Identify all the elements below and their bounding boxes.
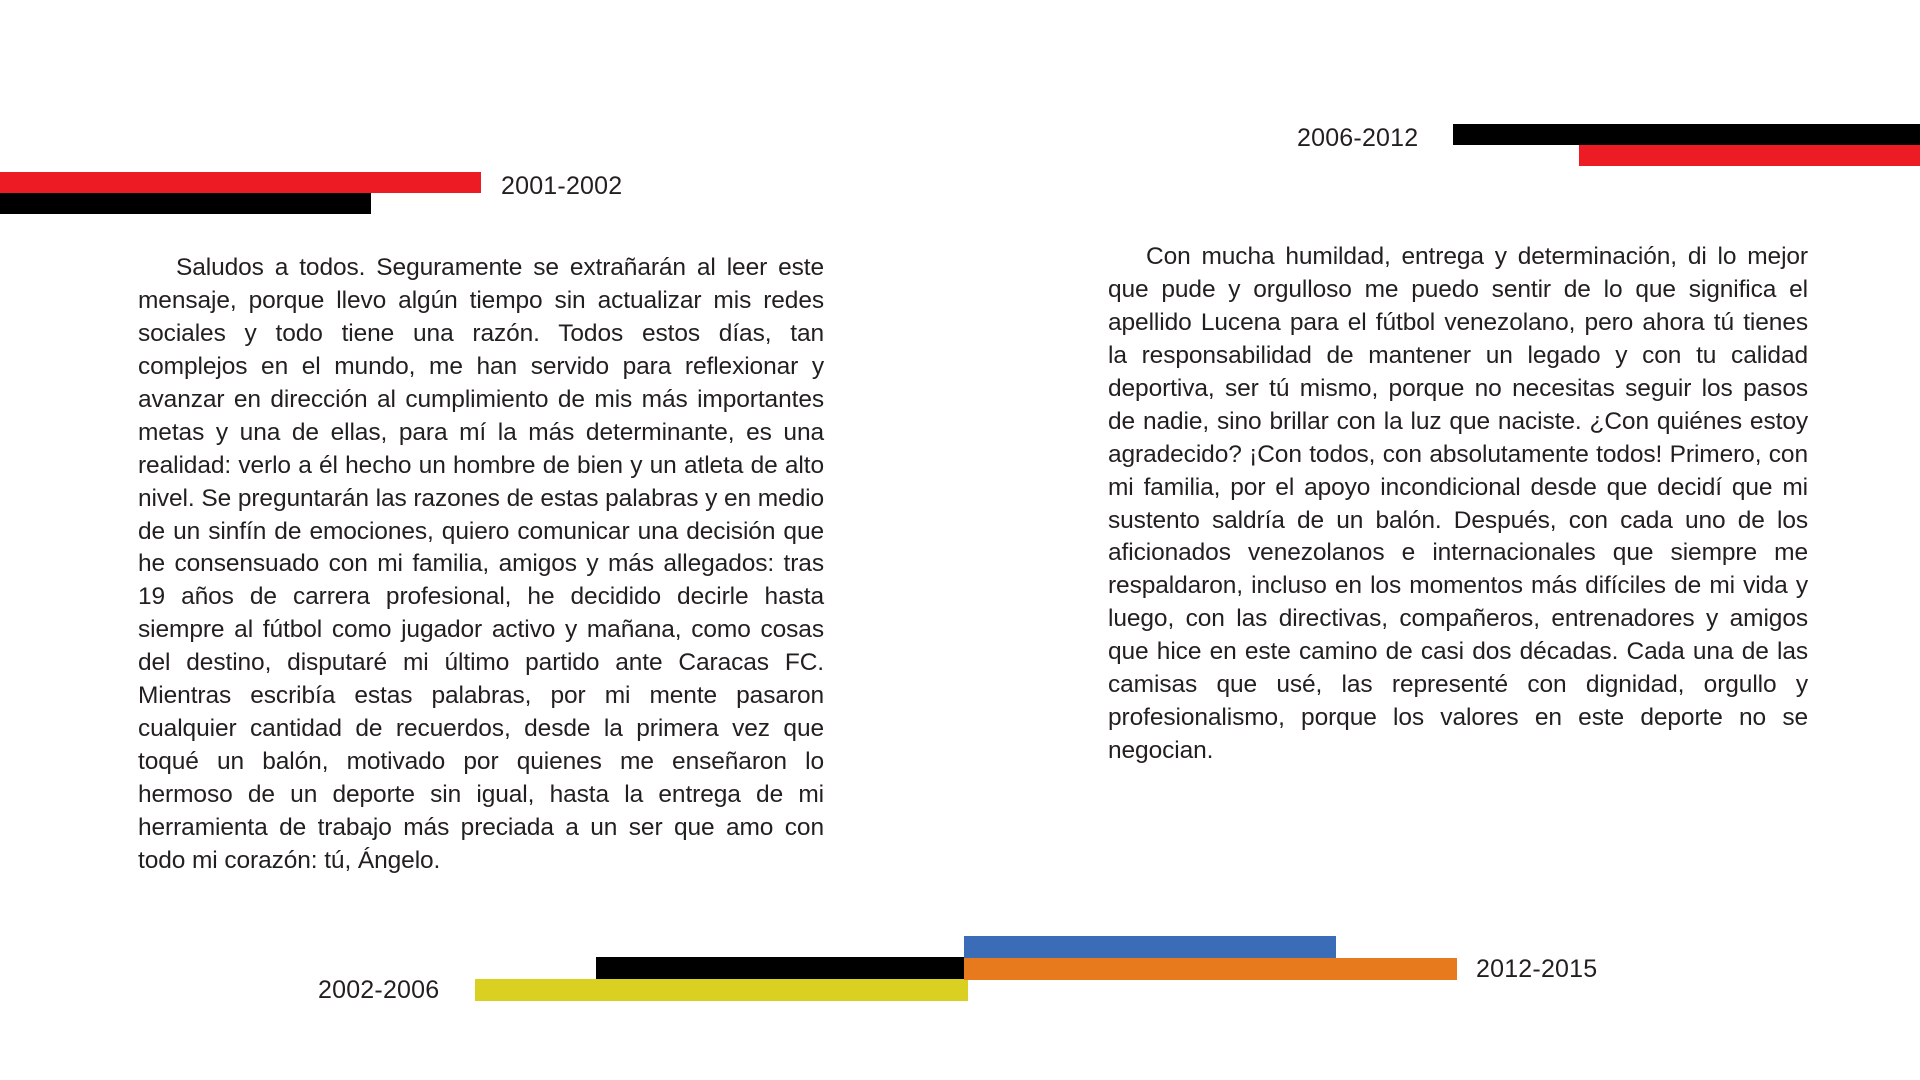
article-column-left <box>138 252 824 878</box>
timeline-bar-2006-2012-black <box>1453 124 1920 145</box>
timeline-bar-2002-2006-yellow <box>475 979 968 1001</box>
timeline-bar-2012-2015-blue <box>964 936 1336 958</box>
timeline-label-2001-2002: 2001-2002 <box>501 172 623 200</box>
timeline-label-2012-2015: 2012-2015 <box>1476 955 1598 983</box>
timeline-label-2002-2006: 2002-2006 <box>318 976 440 1004</box>
article-paragraph-left: Saludos a todos. Seguramente se extrañarán al leer este mensaje, porque llevo algún tiempo sin actualizar mis redes sociales y todo tiene una razón. Todos estos días, tan complejos en el mundo, me han servido para reflexionar y avanzar en dirección al cumplimiento de mis más importantes metas y una de ellas, para mí la más determinante, es una realidad: verlo a él hecho un hombre de bien y un atleta de alto nivel. Se preguntarán las razones de estas palabras y en medio de un sinfín de emociones, quiero comunicar una decisión que he consensuado con mi familia, amigos y más allegados: tras 19 años de carrera profesional, he decidido decirle hasta siempre al fútbol como jugador activo y mañana, como cosas del destino, disputaré mi último partido ante Caracas FC. Mientras escribía estas palabras, por mi mente pasaron cualquier cantidad de recuerdos, desde la primera vez que toqué un balón, motivado por quienes me enseñaron lo hermoso de un deporte sin igual, hasta la entrega de mi herramienta de trabajo más preciada a un ser que amo con todo mi corazón: tú, Ángelo. <box>138 254 824 874</box>
timeline-bar-2002-2006-black <box>596 957 968 979</box>
timeline-bar-2006-2012-red <box>1579 145 1920 166</box>
timeline-bar-2001-2002-black <box>0 193 371 214</box>
timeline-label-2006-2012: 2006-2012 <box>1297 124 1419 152</box>
article-column-right <box>1108 241 1808 768</box>
timeline-bar-2012-2015-orange <box>964 958 1457 980</box>
article-paragraph-right: Con mucha humildad, entrega y determinación, di lo mejor que pude y orgulloso me puedo sentir de lo que significa el apellido Lucena para el fútbol venezolano, pero ahora tú tienes la responsabilidad de mantener un legado y con tu calidad deportiva, ser tú mismo, porque no necesitas seguir los pasos de nadie, sino brillar con la luz que naciste. ¿Con quiénes estoy agradecido? ¡Con todos, con absolutamente todos! Primero, con mi familia, por el apoyo incondicional desde que decidí que mi sustento saldría de un balón. Después, con cada uno de los aficionados venezolanos e internacionales que siempre me respaldaron, incluso en los momentos más difíciles de mi vida y luego, con las directivas, compañeros, entrenadores y amigos que hice en este camino de casi dos décadas. Cada una de las camisas que usé, las representé con dignidad, orgullo y profesionalismo, porque los valores en este deporte no se negocian. <box>1108 243 1808 765</box>
timeline-bar-2001-2002-red <box>0 172 481 193</box>
